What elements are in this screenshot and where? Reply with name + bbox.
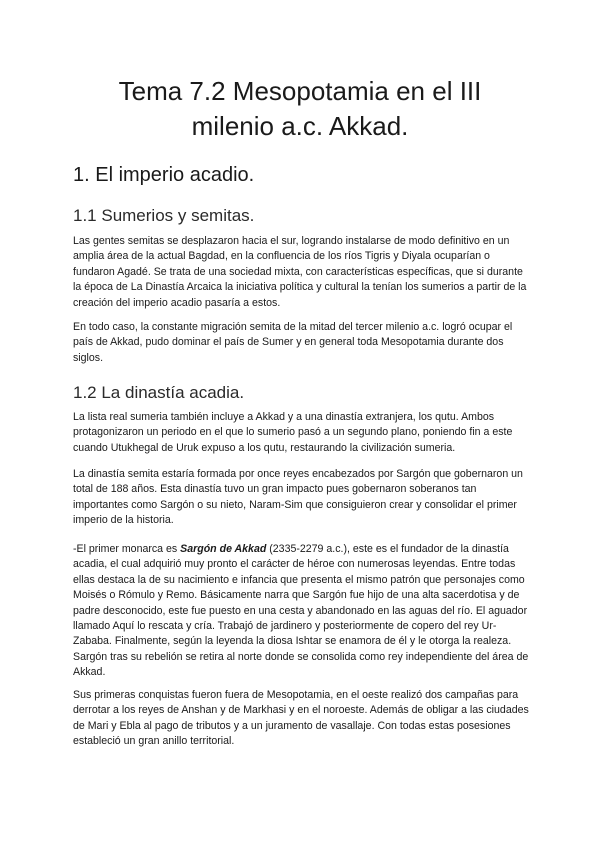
- paragraph-sargon: [73, 542, 531, 681]
- section-heading-imperio-acadio: 1. El imperio acadio.: [73, 164, 255, 186]
- paragraph-dinastia-2: La dinastía semita estaría formada por once reyes encabezados por Sargón que gobernaron un total de 188 años. Esta dinastía tuvo un gran impacto pues gobernaron soberanos tan importantes como Sargón o su nieto, Naram-Sim que consiguieron crear y consolidar el primer imperio de la historia.: [73, 468, 523, 527]
- document-title: [60, 74, 540, 144]
- title-line-1: Tema 7.2 Mesopotamia en el III: [118, 76, 482, 106]
- sargon-text-after: (2335-2279 a.c.), este es el fundador de la dinastía acadia, el cual adquirió muy pronto el carácter de héroe con numerosas leyendas. Entre todas ellas destaca la de su nacimiento e infancia que presenta el mismo patrón que personajes como Moisés o Rómulo y Remo. Básicamente narra que Sargón fue hijo de una alta sacerdotisa y de padre desconocido, este fue puesto en una cesta y abandonado en las aguas del río. El aguador llamado Aquí lo rescata y cría. Trabajó de jardinero y posteriormente de copero del rey Ur-Zababa. Finalmente, según la leyenda la diosa Ishtar se enamora de él y le otorga la realeza. Sargón tras su rebelión se retira al norte donde se consolida como rey independiente del área de Akkad.: [73, 543, 529, 679]
- sargon-name: Sargón de Akkad: [180, 543, 267, 555]
- sargon-text-before: -El primer monarca es: [73, 543, 181, 555]
- paragraph-conquistas: Sus primeras conquistas fueron fuera de Mesopotamia, en el oeste realizó dos campañas para derrotar a los reyes de Anshan y de Markhasi y en el noroeste. Además de obligar a las ciudades de Mari y Ebla al pago de tributos y a un juramento de vasallaje. Con todas estas posesiones estableció un gran anillo territorial.: [73, 689, 529, 748]
- paragraph-sumerios-2: En todo caso, la constante migración semita de la mitad del tercer milenio a.c. logró ocupar el país de Akkad, pudo dominar el país de Sumer y en general toda Mesopotamia durante dos siglos.: [73, 321, 513, 364]
- title-line-2: milenio a.c. Akkad.: [191, 111, 409, 141]
- paragraph-dinastia-1: La lista real sumeria también incluye a Akkad y a una dinastía extranjera, los qutu. Ambos protagonizaron un periodo en el que lo sumerio pasó a un segundo plano, poniendo fin a este cuando Utukhegal de Uruk expuso a los qutu, restaurando la civilización sumeria.: [73, 411, 513, 454]
- subsection-heading-sumerios: 1.1 Sumerios y semitas.: [73, 206, 255, 225]
- paragraph-sumerios-1: Las gentes semitas se desplazaron hacia el sur, logrando instalarse de modo definitivo en un amplia área de la actual Bagdad, en la confluencia de los ríos Tigris y Diyala ocuparían o fundaron Agadé. Se trata de una sociedad mixta, con características específicas, que si durante la época de La Dinastía Arcaica la iniciativa política y cultural la tenían los sumerios a partir de la creación del imperio acadio pasaría a estos.: [73, 235, 527, 309]
- subsection-heading-dinastia: 1.2 La dinastía acadia.: [73, 383, 245, 402]
